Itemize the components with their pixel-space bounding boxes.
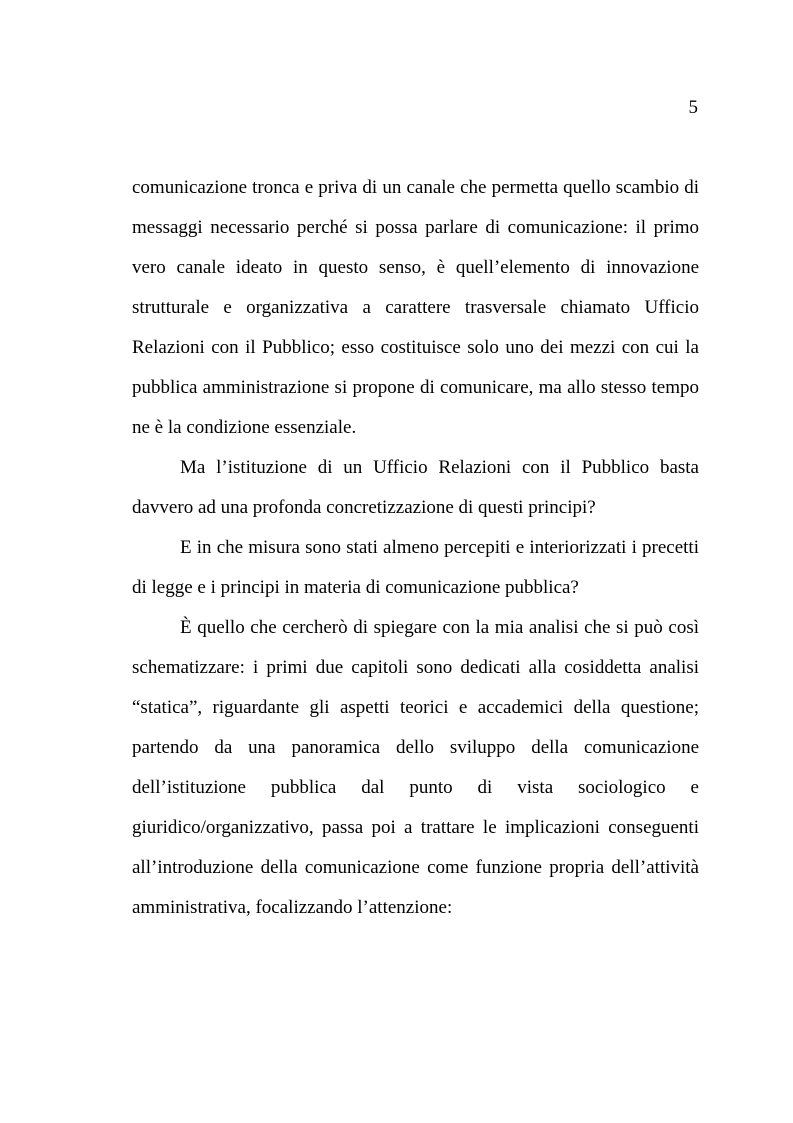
paragraph-2: Ma l’istituzione di un Ufficio Relazioni con il Pubblico basta davvero ad una profonda concretizzazione di questi principi? (132, 457, 699, 518)
body-text (132, 168, 699, 928)
paragraph-4: È quello che cercherò di spiegare con la mia analisi che si può così schematizzare: i primi due capitoli sono dedicati alla cosiddetta analisi “statica”, riguardante gli aspetti teorici e accademici della questione; partendo da una panoramica dello sviluppo della comunicazione dell’istituzione pubblica dal punto di vista sociologico e giuridico/organizzativo, passa poi a trattare le implicazioni conseguenti all’introduzione della comunicazione come funzione propria dell’attività amministrativa, focalizzando l’attenzione: (132, 617, 699, 918)
paragraph-1: comunicazione tronca e priva di un canale che permetta quello scambio di messaggi necessario perché si possa parlare di comunicazione: il primo vero canale ideato in questo senso, è quell’elemento di innovazione strutturale e organizzativa a carattere trasversale chiamato Ufficio Relazioni con il Pubblico; esso costituisce solo uno dei mezzi con cui la pubblica amministrazione si propone di comunicare, ma allo stesso tempo ne è la condizione essenziale. (132, 177, 699, 438)
page-number: 5 (688, 97, 698, 118)
paragraph-3: E in che misura sono stati almeno percepiti e interiorizzati i precetti di legge e i principi in materia di comunicazione pubblica? (132, 537, 699, 598)
